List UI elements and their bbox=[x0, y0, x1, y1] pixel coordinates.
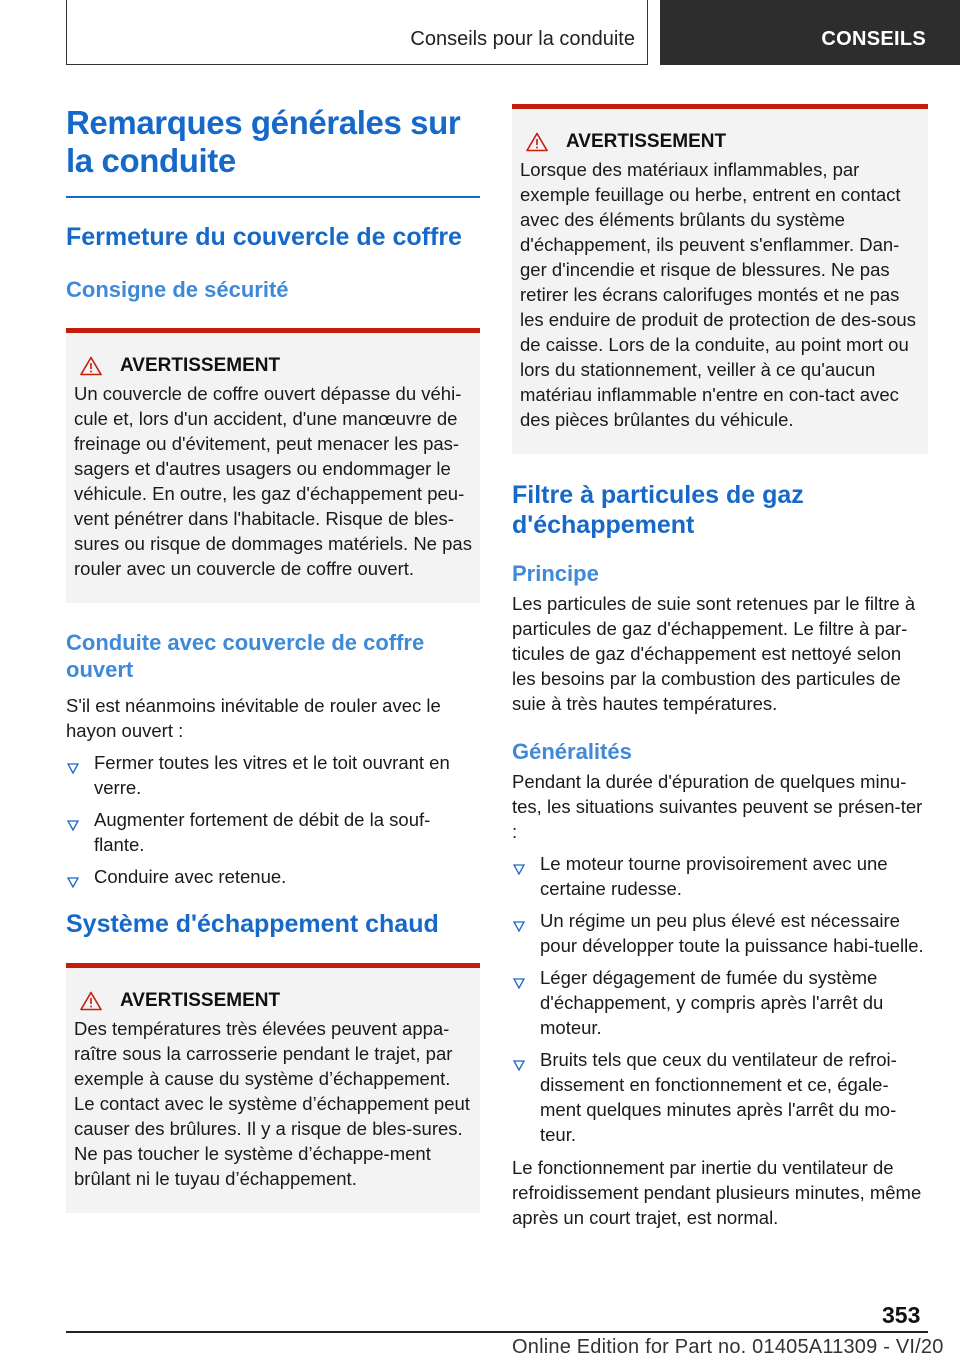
warning-text: Des températures très élevées peuvent appa-raître sous la carrosserie pendant le trajet, par exemple à cause du système d’échappement. Le contact avec le système d’échappement peut causer des brûlures. Il y a risque de bles-sures. Ne pas toucher le système d’échappe-ment brûlant ni le tuyau d’échappement. bbox=[74, 1017, 470, 1189]
list-item-text: Un régime un peu plus élevé est nécessaire pour développer toute la puissance habi-tuelle. bbox=[540, 910, 924, 956]
paragraph-general-intro: Pendant la durée d'épuration de quelques minu-tes, les situations suivantes peuvent se présen-ter : bbox=[512, 771, 923, 842]
list-item bbox=[66, 750, 480, 800]
header-chapter-label: CONSEILS bbox=[821, 28, 926, 50]
paragraph-closing: Le fonctionnement par inertie du ventilateur de refroidissement pendant plusieurs minutes, même après un court trajet, est normal. bbox=[512, 1157, 922, 1228]
page-number: 353 bbox=[882, 1302, 921, 1328]
heading-driving-trunk-open: Conduite avec couvercle de coffre ouvert bbox=[66, 629, 425, 682]
warning-header bbox=[520, 131, 920, 153]
right-column bbox=[512, 104, 928, 1230]
list-item bbox=[512, 1047, 928, 1147]
list-general bbox=[512, 851, 928, 1147]
list-item-text: Le moteur tourne provisoirement avec une certaine rudesse. bbox=[540, 853, 888, 899]
page-title: Remarques générales sur la conduite bbox=[66, 104, 461, 179]
list-item-text: Augmenter fortement de débit de la souf-flante. bbox=[94, 808, 431, 855]
triangle-bullet-icon bbox=[512, 857, 526, 871]
list-item bbox=[512, 851, 928, 901]
warning-triangle-icon bbox=[80, 991, 102, 1011]
triangle-bullet-icon bbox=[66, 756, 80, 770]
heading-trunk-closing: Fermeture du couvercle de coffre bbox=[66, 222, 462, 251]
warning-triangle-icon bbox=[526, 132, 548, 152]
list-item bbox=[66, 864, 480, 889]
heading-general: Généralités bbox=[512, 739, 632, 764]
triangle-bullet-icon bbox=[512, 1053, 526, 1067]
list-open-trunk bbox=[66, 750, 480, 889]
triangle-bullet-icon bbox=[66, 813, 80, 827]
list-item-text: Bruits tels que ceux du ventilateur de refroi-dissement en fonctionnement et ce, égale-ment quelques minutes après l'arrêt du mo-teur. bbox=[540, 1049, 897, 1145]
header-chapter-tab bbox=[660, 0, 960, 65]
heading-safety-notice: Consigne de sécurité bbox=[66, 276, 289, 302]
warning-header bbox=[74, 355, 472, 377]
warning-header bbox=[74, 990, 472, 1012]
paragraph-intro-open: S'il est néanmoins inévitable de rouler avec le hayon ouvert : bbox=[66, 694, 441, 741]
header-section-box bbox=[66, 0, 648, 65]
list-item-text: Léger dégagement de fumée du système d'échappement, y compris après l'arrêt du moteur. bbox=[540, 967, 884, 1038]
triangle-bullet-icon bbox=[512, 914, 526, 928]
warning-box-flammable bbox=[512, 104, 928, 454]
warning-label: AVERTISSEMENT bbox=[120, 354, 281, 376]
header-section-title: Conseils pour la conduite bbox=[410, 28, 635, 50]
warning-text: Lorsque des matériaux inflammables, par exemple feuillage ou herbe, entrent en contact avec des éléments brûlants du système d'échappement, ils peuvent s'enflammer. Dan-ger d'incendie et risque de blessures. Ne pas retirer les écrans calorifuges montés et ne pas les enduire de produit de protection de des-sous de caisse. Lors de la conduite, au point mort ou lors du stationnement, veiller à ce qu'aucun matériau inflammable n'entre en con-tact avec des pièces brûlantes du véhicule. bbox=[520, 159, 916, 430]
list-item bbox=[512, 965, 928, 1040]
left-column bbox=[66, 104, 480, 1213]
heading-particulate-filter: Filtre à particules de gaz d'échappement bbox=[512, 481, 804, 539]
heading-hot-exhaust: Système d'échappement chaud bbox=[66, 909, 439, 938]
list-item bbox=[512, 908, 928, 958]
warning-label: AVERTISSEMENT bbox=[566, 131, 727, 152]
footer-edition: Online Edition for Part no. 01405A11309 - VI/20 bbox=[512, 1336, 944, 1358]
warning-triangle-icon bbox=[80, 356, 102, 376]
warning-text: Un couvercle de coffre ouvert dépasse du véhi-cule et, lors d'un accident, d'une manœuvre de freinage ou d'évitement, peut menacer les pas-sagers et d'autres usagers ou endommager le véhicule. En outre, les gaz d'échappement peu-vent pénétrer dans l'habitacle. Risque de bles-sures ou risque de dommages matériels. Ne pas rouler avec un couvercle de coffre ouvert. bbox=[74, 382, 472, 579]
heading-principle: Principe bbox=[512, 561, 599, 586]
title-rule bbox=[66, 196, 480, 198]
list-item-text: Conduire avec retenue. bbox=[94, 865, 287, 887]
warning-label: AVERTISSEMENT bbox=[120, 989, 281, 1011]
triangle-bullet-icon bbox=[512, 971, 526, 985]
paragraph-principle: Les particules de suie sont retenues par le filtre à particules de gaz d'échappement. Le filtre à par-ticules de gaz d'échappement est nettoyé selon les besoins par la combustion des particules de suie à très hautes températures. bbox=[512, 593, 916, 714]
list-item bbox=[66, 807, 480, 857]
triangle-bullet-icon bbox=[66, 870, 80, 884]
warning-box-trunk bbox=[66, 328, 480, 603]
footer-rule bbox=[66, 1331, 928, 1333]
list-item-text: Fermer toutes les vitres et le toit ouvrant en verre. bbox=[94, 751, 450, 798]
warning-box-exhaust bbox=[66, 963, 480, 1213]
